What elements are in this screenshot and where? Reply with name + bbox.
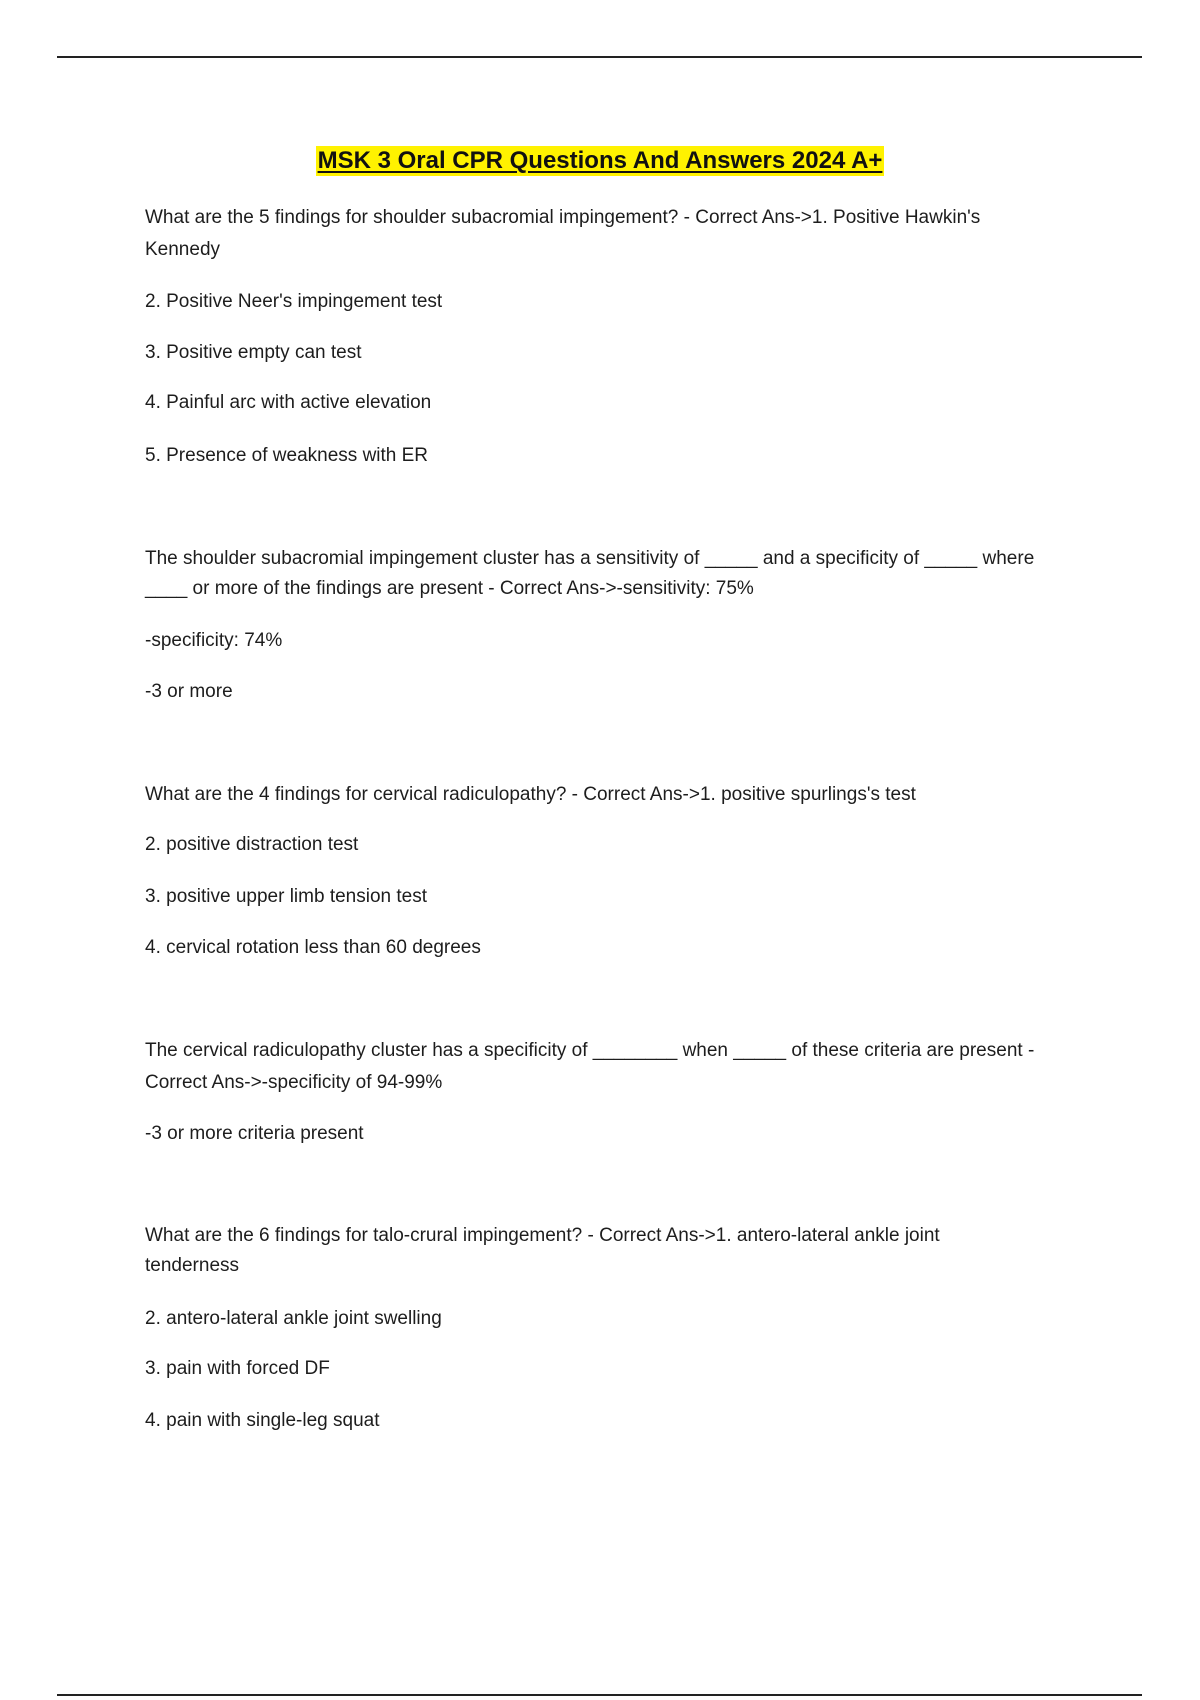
q5-question-line-2: tenderness <box>145 1255 240 1276</box>
q1-answer-4: 4. Painful arc with active elevation <box>145 392 432 413</box>
q3-answer-2: 2. positive distraction test <box>145 834 359 855</box>
q3-answer-4: 4. cervical rotation less than 60 degrees <box>145 937 481 958</box>
title-container <box>0 146 1200 176</box>
q1-answer-2: 2. Positive Neer's impingement test <box>145 291 443 312</box>
q1-answer-5: 5. Presence of weakness with ER <box>145 445 429 466</box>
q4-question-line-1: The cervical radiculopathy cluster has a specificity of ________ when _____ of these criteria are present - <box>145 1040 1035 1061</box>
document-title: MSK 3 Oral CPR Questions And Answers 2024 A+ <box>317 147 883 174</box>
q4-question-line-2: Correct Ans->-specificity of 94-99% <box>145 1072 443 1093</box>
q2-question-line-1: The shoulder subacromial impingement cluster has a sensitivity of _____ and a specificity of _____ where <box>145 548 1035 569</box>
q2-answer-count: -3 or more <box>145 681 233 702</box>
q1-question-line-2: Kennedy <box>145 239 221 260</box>
q5-answer-4: 4. pain with single-leg squat <box>145 1410 380 1431</box>
q4-answer-criteria: -3 or more criteria present <box>145 1123 364 1144</box>
q1-answer-3: 3. Positive empty can test <box>145 342 362 363</box>
q1-question-line-1: What are the 5 findings for shoulder subacromial impingement? - Correct Ans->1. Positive Hawkin's <box>145 207 981 228</box>
q2-answer-specificity: -specificity: 74% <box>145 630 283 651</box>
q5-answer-3: 3. pain with forced DF <box>145 1358 330 1379</box>
q2-question-line-2: ____ or more of the findings are present - Correct Ans->-sensitivity: 75% <box>145 578 754 599</box>
q3-answer-3: 3. positive upper limb tension test <box>145 886 427 907</box>
bottom-rule <box>57 1694 1142 1696</box>
q3-question-line-1: What are the 4 findings for cervical radiculopathy? - Correct Ans->1. positive spurlings's test <box>145 784 916 805</box>
q5-question-line-1: What are the 6 findings for talo-crural impingement? - Correct Ans->1. antero-lateral ankle joint <box>145 1225 940 1246</box>
top-rule <box>57 56 1142 58</box>
q5-answer-2: 2. antero-lateral ankle joint swelling <box>145 1308 442 1329</box>
